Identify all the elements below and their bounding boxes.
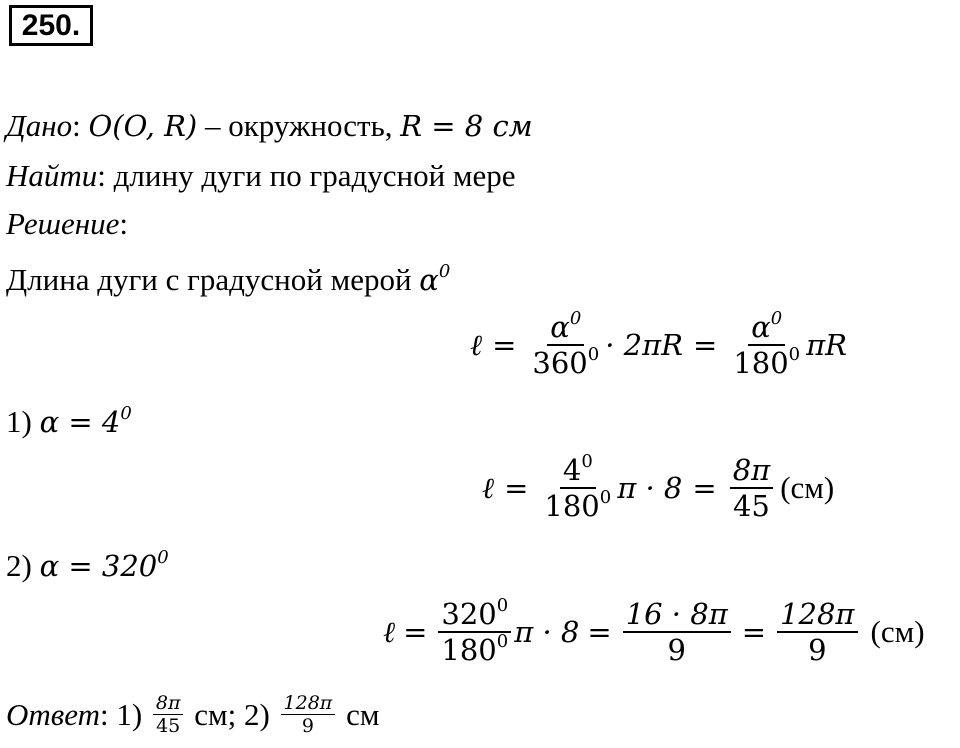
case2-line [6, 548, 169, 584]
equals-sign: = [403, 615, 428, 650]
find-text: : длину дуги по градусной мере [97, 158, 516, 193]
case2-alpha: $\alpha = 320^0$ [39, 546, 169, 583]
intro-text: Длина дуги с градусной мерой [6, 262, 420, 297]
case2-calc [383, 594, 925, 668]
equals-sign: = [693, 328, 718, 363]
formula-tail: πR [806, 328, 848, 363]
given-text: – окружность, [197, 108, 401, 143]
problem-number: 250. [9, 5, 93, 46]
find-line [6, 158, 516, 194]
case2-unit: (см) [870, 614, 925, 650]
answer-part1: : 1) [99, 696, 150, 732]
case1-label: 1) [6, 404, 40, 439]
solution-line [6, 206, 128, 242]
case1-calc [482, 450, 835, 524]
ell-symbol: ℓ [482, 470, 495, 505]
solution-colon: : [119, 206, 128, 241]
fraction-alpha-360: $\frac{\alpha^0}{360^0}$ [532, 307, 600, 381]
fraction-result-case2: $\frac{128\pi}{9}$ [777, 597, 857, 667]
equals-sign: = [692, 471, 717, 506]
formula-middle: · 2πR [605, 328, 683, 363]
intro-line [6, 262, 450, 298]
equals-sign: = [741, 615, 767, 650]
answer-fraction-2: $\frac{128\pi}{9}$ [281, 692, 336, 738]
general-formula [470, 307, 848, 381]
case1-unit: (см) [780, 470, 835, 506]
given-label: Дано [6, 108, 73, 143]
ell-symbol: ℓ [470, 327, 483, 362]
answer-part2: см; 2) [186, 696, 278, 732]
fraction-alpha-180: $\frac{\alpha^0}{180^0}$ [733, 307, 801, 381]
case1-line [6, 404, 132, 440]
case1-alpha: $\alpha = 4^0$ [39, 402, 132, 439]
equals-sign: = [492, 328, 517, 363]
fraction-16x8pi-9: $\frac{16 \cdot 8\pi}{9}$ [623, 597, 731, 667]
equals-sign: = [504, 471, 529, 506]
given-line: Дано : O(O, R) – окружность, R = 8 см [6, 108, 533, 143]
solution-label: Решение [6, 206, 120, 241]
answer-label: Ответ [6, 696, 100, 732]
answer-part3: см [338, 696, 380, 732]
fraction-320-180: $\frac{320^0}{180^0}$ [438, 597, 511, 667]
case1-middle: π · 8 [617, 471, 683, 506]
case2-middle: π · 8 [514, 615, 580, 650]
answer-line [6, 692, 379, 738]
radius-value: R = 8 см [400, 109, 533, 143]
answer-fraction-1: $\frac{8\pi}{45}$ [153, 692, 184, 738]
equals-sign: = [587, 615, 612, 650]
fraction-result-case1: $\frac{8\pi}{45}$ [730, 453, 774, 523]
find-label: Найти [6, 158, 98, 193]
fraction-4-180: $\frac{4^0}{180^0}$ [544, 450, 612, 524]
case2-label: 2) [6, 548, 40, 583]
ell-symbol: ℓ [383, 614, 396, 649]
circle-notation: O(O, R) [88, 109, 198, 143]
intro-alpha: $\alpha^0$ [419, 260, 451, 297]
